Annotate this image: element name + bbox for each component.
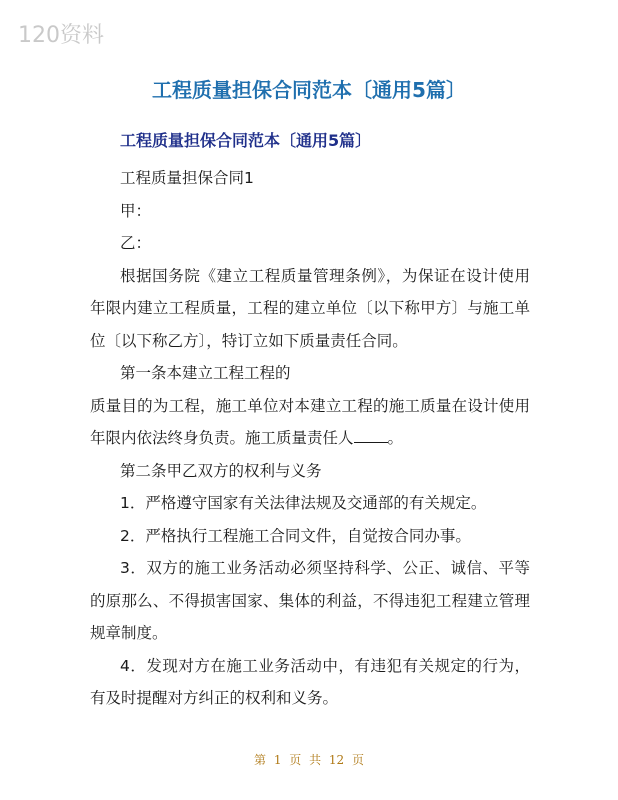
watermark: 120资料 [18,23,104,48]
paragraph-item-3: 3．双方的施工业务活动必须坚持科学、公正、诚信、平等的原那么、不得损害国家、集体的利益，不得违犯工程建立管理规章制度。 [90,559,530,642]
page-title: 工程质量担保合同范本〔通用5篇〕 [152,78,466,102]
page-footer: 第 1 页 共 12 页 [254,753,364,767]
paragraph-article-1: 第一条本建立工程工程的 [120,364,291,382]
section-title: 工程质量担保合同范本〔通用5篇〕 [120,131,372,150]
paragraph-item-4: 4．发现对方在施工业务活动中，有违犯有关规定的行为，有及时提醒对方纠正的权利和义务。 [90,656,530,707]
quality-goal-end: 。 [387,429,404,447]
paragraph-article-2: 第二条甲乙双方的权利与义务 [120,461,322,480]
document-body [90,126,530,715]
paragraph-party-b: 乙： [120,234,152,252]
paragraph-quality-goal [90,390,530,455]
paragraph-contract-number: 工程质量担保合同1 [120,169,254,187]
paragraph-intro: 根据国务院《建立工程质量管理条例》，为保证在设计使用年限内建立工程质量，工程的建立单位〔以下称甲方〕与施工单位〔以下称乙方〕，特订立如下质量责任合同。 [90,266,530,350]
blank-underline [354,424,388,443]
paragraph-item-2: 2．严格执行工程施工合同文件，自觉按合同办事。 [120,526,471,545]
paragraph-item-1: 1．严格遵守国家有关法律法规及交通部的有关规定。 [120,494,487,512]
quality-goal-text: 质量目的为工程，施工单位对本建立工程的施工质量在设计使用年限内依法终身负责。施工质量责任人 [90,396,530,447]
paragraph-party-a: 甲： [120,201,152,220]
